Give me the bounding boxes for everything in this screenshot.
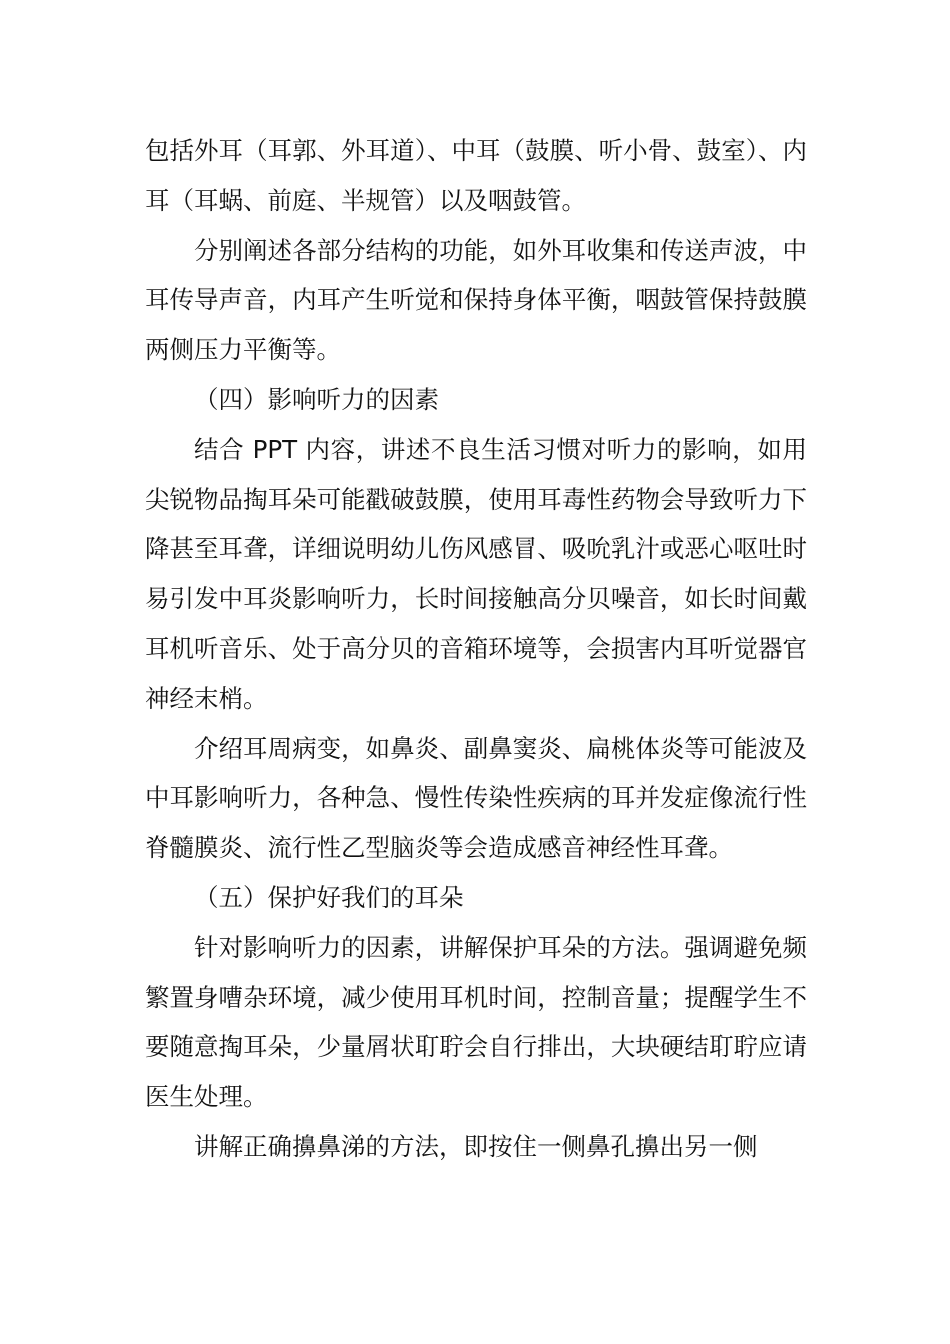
paragraph-ear-functions: 分别阐述各部分结构的功能，如外耳收集和传送声波，中耳传导声音，内耳产生听觉和保持身体平衡，咽鼓管保持鼓膜两侧压力平衡等。 [145, 235, 807, 365]
paragraph-protection-methods: 针对影响听力的因素，讲解保护耳朵的方法。强调避免频繁置身嘈杂环境，减少使用耳机时间，控制音量；提醒学生不要随意掏耳朵，少量屑状耵聍会自行排出，大块硬结耵聍应请医生处理。 [145, 932, 807, 1112]
section-heading-protect-ears: （五）保护好我们的耳朵 [194, 882, 464, 912]
paragraph-ear-diseases: 介绍耳周病变，如鼻炎、副鼻窦炎、扁桃体炎等可能波及中耳影响听力，各种急、慢性传染性疾病的耳并发症像流行性脊髓膜炎、流行性乙型脑炎等会造成感音神经性耳聋。 [145, 733, 807, 863]
document-page [145, 126, 807, 1172]
section-heading-hearing-factors: （四）影响听力的因素 [194, 384, 439, 414]
paragraph-bad-habits: 结合 PPT 内容，讲述不良生活习惯对听力的影响，如用尖锐物品掏耳朵可能戳破鼓膜，使用耳毒性药物会导致听力下降甚至耳聋，详细说明幼儿伤风感冒、吸吮乳汁或恶心呕吐时易引发中耳炎影响听力，长时间接触高分贝噪音，如长时间戴耳机听音乐、处于高分贝的音箱环境等，会损害内耳听觉器官神经末梢。 [145, 434, 807, 713]
paragraph-nose-blowing: 讲解正确擤鼻涕的方法，即按住一侧鼻孔擤出另一侧 [194, 1131, 758, 1161]
paragraph-ear-structure: 包括外耳（耳郭、外耳道）、中耳（鼓膜、听小骨、鼓室）、内耳（耳蜗、前庭、半规管）以及咽鼓管。 [145, 136, 807, 215]
